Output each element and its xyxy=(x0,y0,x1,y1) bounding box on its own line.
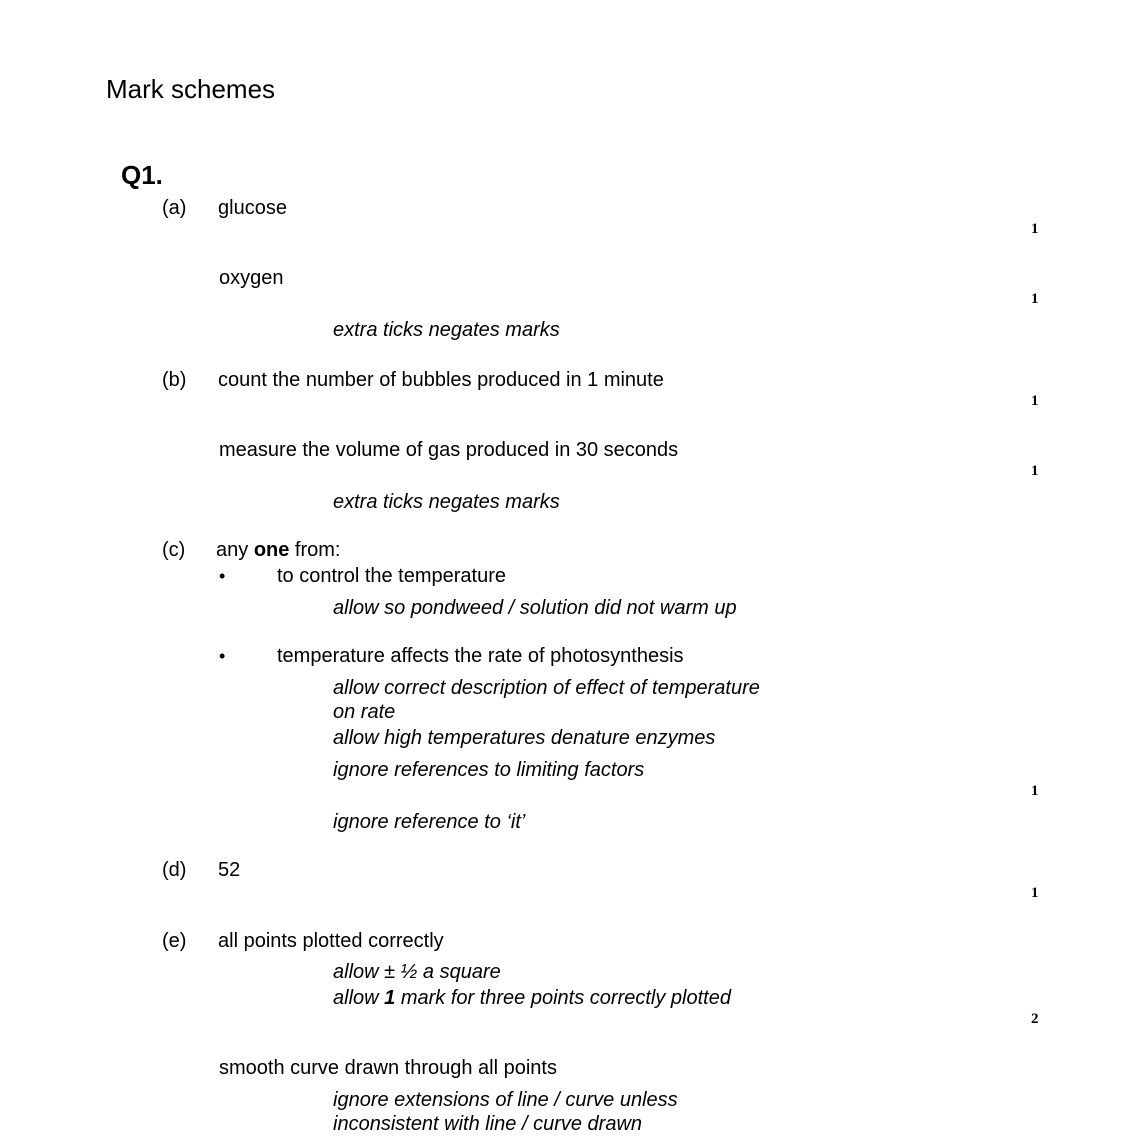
part-a-note: extra ticks negates marks xyxy=(333,319,560,341)
part-e-note-2-bold: 1 xyxy=(384,987,396,1009)
part-c-mark: 1 xyxy=(1031,783,1039,799)
part-c-bullet-2: temperature affects the rate of photosynthesis xyxy=(277,645,684,667)
part-b-label: (b) xyxy=(162,369,187,391)
part-e-note-1: allow ± ½ a square xyxy=(333,961,501,983)
part-c-bullet-2-note-1-line-2: on rate xyxy=(333,701,396,723)
part-e-note-2 xyxy=(333,986,731,1010)
part-c-bullet-2-note-2: allow high temperatures denature enzymes xyxy=(333,727,716,749)
part-c-bullet-1: to control the temperature xyxy=(277,565,507,587)
part-b-answer-bubbles: count the number of bubbles produced in 1 minute xyxy=(218,369,664,391)
part-e-answer-curve: smooth curve drawn through all points xyxy=(219,1057,557,1079)
part-e-answer-points: all points plotted correctly xyxy=(218,930,444,952)
part-e-note-2-pre: allow xyxy=(333,987,385,1009)
part-a-mark-2: 1 xyxy=(1031,291,1039,307)
part-a-label: (a) xyxy=(162,197,187,219)
part-e-note-2-post: mark for three points correctly plotted xyxy=(395,987,731,1009)
part-e-mark-1: 2 xyxy=(1031,1011,1039,1027)
part-c-bullet-2-note-1-line-1: allow correct description of effect of temperature xyxy=(333,677,760,699)
part-c-intro-bold: one xyxy=(253,539,290,561)
part-b-note: extra ticks negates marks xyxy=(333,491,560,513)
part-d-label: (d) xyxy=(162,859,187,881)
part-d-answer: 52 xyxy=(218,859,241,881)
bullet-icon: • xyxy=(219,566,226,586)
part-d-mark: 1 xyxy=(1031,885,1039,901)
part-b-answer-gas-volume: measure the volume of gas produced in 30 seconds xyxy=(219,439,679,461)
part-e-label: (e) xyxy=(162,930,187,952)
part-a-answer-glucose: glucose xyxy=(218,197,287,219)
part-b-mark-2: 1 xyxy=(1031,463,1039,479)
part-c-intro-post: from: xyxy=(289,539,341,561)
part-c-final-note: ignore reference to ‘it’ xyxy=(333,811,526,833)
question-label: Q1. xyxy=(121,160,163,190)
part-c-intro-pre: any xyxy=(216,539,254,561)
part-b-mark-1: 1 xyxy=(1031,393,1039,409)
part-a-mark-1: 1 xyxy=(1031,221,1039,237)
bullet-icon: • xyxy=(219,646,226,666)
page-title: Mark schemes xyxy=(106,74,276,104)
part-e-note-3-line-1: ignore extensions of line / curve unless xyxy=(333,1089,678,1111)
part-a-answer-oxygen: oxygen xyxy=(219,267,284,289)
part-c-bullet-2-note-3: ignore references to limiting factors xyxy=(333,759,645,781)
part-e-note-3-line-2: inconsistent with line / curve drawn xyxy=(333,1113,643,1135)
part-c-bullet-1-note: allow so pondweed / solution did not warm up xyxy=(333,597,737,619)
part-c-label: (c) xyxy=(162,539,186,561)
part-c-intro xyxy=(216,539,341,562)
